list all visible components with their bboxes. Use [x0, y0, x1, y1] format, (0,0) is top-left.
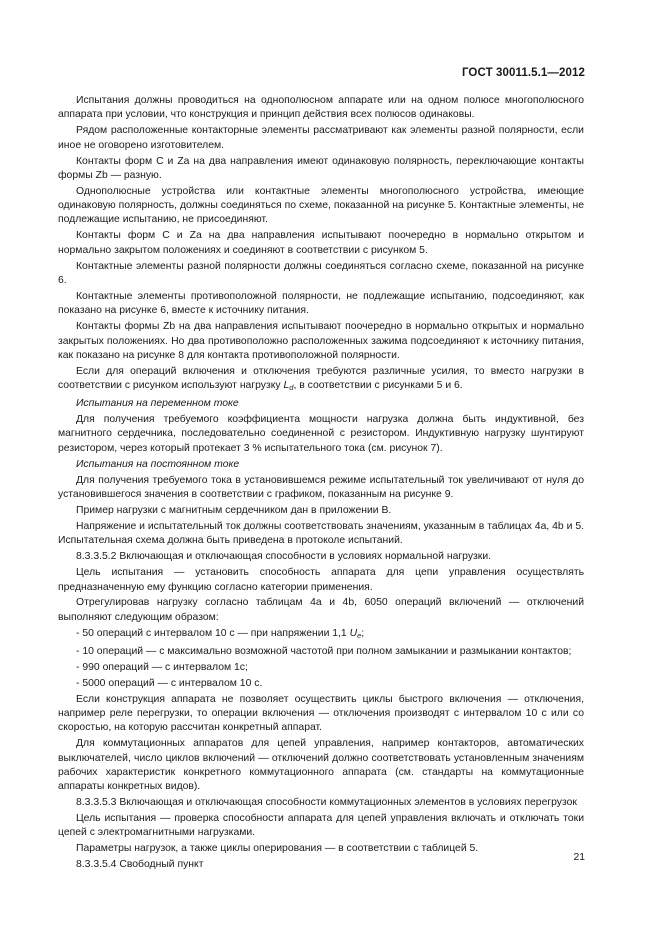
paragraph: Рядом расположенные контакторные элементы рассматривают как элементы разной полярности, если иное не оговорено изготовителем. [58, 125, 584, 151]
list-item: - 10 операций — с максимально возможной частотой при полном замыкании и размыкании контактов; [76, 645, 572, 657]
load-text-after: , в соответствии с рисунками 5 и 6. [293, 380, 463, 392]
list-item: - 990 операций — с интервалом 1с; [76, 661, 248, 673]
dc-paragraph: Для получения требуемого тока в установившемся режиме испытательный ток увеличивают от нуля до установившегося значения в соответствии с графиком, показанным на рисунке 9. [58, 474, 584, 500]
list-item: - 5000 операций — с интервалом 10 с. [76, 677, 263, 689]
paragraph: Контакты форм С и Za на два направления испытывают поочередно в нормально открытом и нормально закрытом положениях и соединяют в соответствии с рисунком 5. [58, 230, 584, 256]
load-paragraph [58, 365, 584, 396]
item-text-before: - 50 операций с интервалом 10 с — при напряжении 1,1 [76, 627, 350, 639]
fast-cycle-note: Если конструкция аппарата не позволяет осуществить циклы быстрого включения — отключения, например реле перегрузки, то операции включения — отключения производят с интервалом 10 с или со скоростью, на которую рассчитан конкретный аппарат. [58, 693, 584, 734]
paragraph: Однополюсные устройства или контактные элементы многополюсного устройства, имеющие одинаковую полярность, должны соединяться по схеме, показанной на рисунке 5. Контактные элементы, не подлежащие испытанию, не присоединяют. [58, 185, 584, 226]
dc-heading: Испытания на постоянном токе [76, 458, 240, 470]
section-title-8-3-3-5-3: 8.3.3.5.3 Включающая и отключающая способности коммутационных элементов в условиях перегрузок [76, 797, 577, 809]
voltage-symbol: U [349, 627, 358, 639]
page-number: 21 [573, 852, 585, 863]
section-params: Параметры нагрузок, а также циклы оперирования — в соответствии с таблицей 5. [76, 843, 479, 855]
paragraph: Контактные элементы разной полярности должны соединяться согласно схеме, показанной на рисунке 6. [58, 260, 584, 286]
section-purpose: Цель испытания — проверка способности аппарата для цепей управления включать и отключать токи цепей с электромагнитными нагрузками. [58, 813, 584, 839]
dc-paragraph: Напряжение и испытательный ток должны соответствовать значениям, указанным в таблицах 4а, 4b и 5. Испытательная схема должна быть приведена в протоколе испытаний. [58, 520, 584, 547]
paragraph: Контактные элементы противоположной полярности, не подлежащие испытанию, подсоединяют, как показано на рисунке 6, вместе к источнику питания. [58, 290, 584, 317]
item-text-after: ; [361, 627, 365, 639]
paragraph: Контакты форм С и Za на два направления имеют одинаковую полярность, переключающие контакты формы Zb — разную. [58, 155, 584, 181]
list-item [58, 627, 584, 643]
load-text-before: Если для операций включения и отключения требуются различные усилия, то вместо нагрузки в соответствии с рисунком используют нагрузку [58, 365, 584, 392]
page-body [58, 94, 584, 874]
switching-note: Для коммутационных аппаратов для цепей управления, например контакторов, автоматических выключателей, число циклов включений — отключений должно соответствовать установленным значениям рабочих характеристик конкретного коммутационного аппарата (см. стандарты на коммутационные аппараты конкретных видов). [58, 738, 584, 793]
section-title-8-3-3-5-4: 8.3.3.5.4 Свободный пункт [76, 859, 204, 871]
dc-paragraph: Пример нагрузки с магнитным сердечником дан в приложении В. [76, 504, 392, 516]
section-purpose: Цель испытания — установить способность аппарата для цепи управления осуществлять предназначенную ему функцию согласно категории применения. [58, 567, 584, 593]
paragraph: Испытания должны проводиться на однополюсном аппарате или на одном полюсе многополюсного аппарата при условии, что конструкция и принцип действия всех полюсов одинаковы. [58, 95, 584, 121]
ac-heading: Испытания на переменном токе [76, 398, 239, 410]
paragraph: Контакты формы Zb на два направления испытывают поочередно в нормально открытых и нормально закрытых положениях. Но два противоположно расположенных зажима подсоединяют к источнику питания, как показано на рисунке 8 для контакта противоположной полярности. [58, 321, 584, 361]
section-title-8-3-3-5-2: 8.3.3.5.2 Включающая и отключающая способности в условиях нормальной нагрузки. [76, 551, 492, 563]
section-intro: Отрегулировав нагрузку согласно таблицам 4а и 4b, 6050 операций включений — отключений выполняют следующим образом: [58, 597, 584, 623]
ac-paragraph: Для получения требуемого коэффициента мощности нагрузка должна быть индуктивной, без магнитного сердечника, последовательно соединенной с резистором. Индуктивную нагрузку шунтируют резистором, через который протекает 3 % испытательного тока (см. рисунок 7). [58, 414, 584, 454]
voltage-subscript: e [357, 630, 362, 640]
load-subscript: d [289, 383, 294, 393]
standard-code-header: ГОСТ 30011.5.1—2012 [461, 67, 585, 79]
load-symbol: L [283, 380, 290, 392]
